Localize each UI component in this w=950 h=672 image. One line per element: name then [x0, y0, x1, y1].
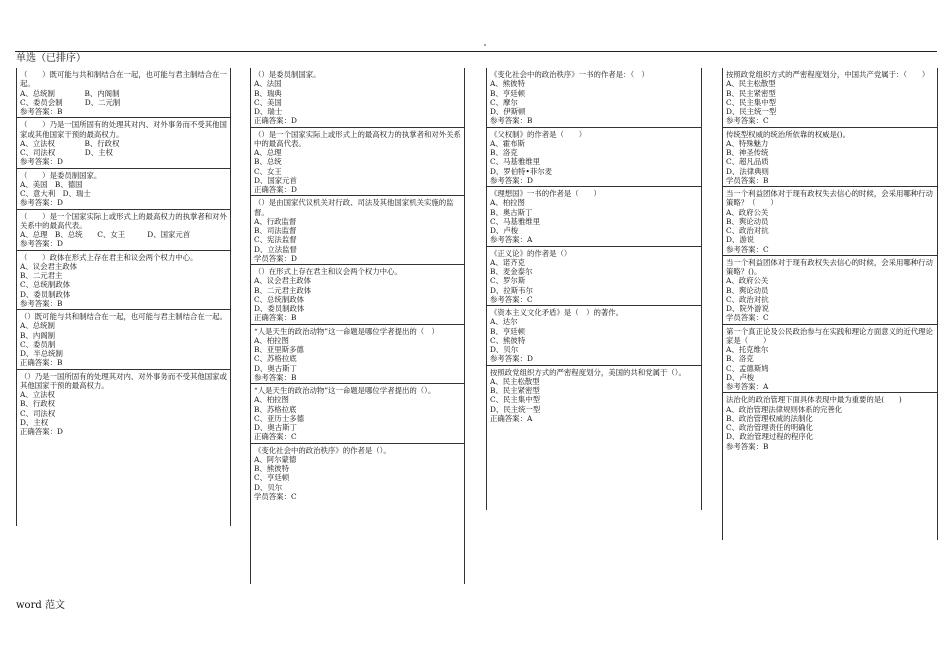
- header-rule: [15, 51, 937, 52]
- question-block: [722, 255, 938, 324]
- answer-option: B、民主紧密型: [726, 88, 776, 98]
- answer-option: B、政治管理权威的法制化: [726, 413, 813, 423]
- answer-option: A、议会君主政体: [254, 276, 312, 286]
- answer-option: C、民主集中型: [490, 395, 540, 405]
- answer-option: C、政治对抗: [726, 294, 769, 304]
- answer-option: A、议会君主政体: [20, 261, 78, 271]
- question-block: [486, 127, 702, 187]
- answer-key: 参考答案：A: [490, 235, 533, 245]
- question-block: [250, 383, 465, 443]
- answer-key: 学员答案：C: [726, 313, 769, 323]
- question-stem: 当一个利益团体对于现有政权失去信心的时候，会采用哪种行动策略？()。: [726, 257, 933, 276]
- answer-key: 正确答案：D: [20, 427, 63, 436]
- answer-key: 参考答案：D: [20, 198, 63, 208]
- column-1: [16, 68, 231, 526]
- question-stem: 《变化社会中的政治秩序》一书的作者是：（ ）: [490, 70, 649, 79]
- answer-option: D、游说: [726, 235, 755, 245]
- answer-option: A、法国: [254, 79, 282, 89]
- question-block: [722, 392, 938, 452]
- answer-option: A、托克维尔: [726, 345, 769, 354]
- question-block: [486, 68, 702, 127]
- answer-option: C、美国: [254, 97, 282, 107]
- question-block: [16, 117, 231, 167]
- question-block: [722, 186, 938, 255]
- answer-option: B、麦金泰尔: [490, 267, 533, 276]
- answer-option: A、总理: [254, 148, 282, 157]
- question-stem: （）乃是一国所固有的处理其对内、对外事务而不受其他国家或其他国家干预的最高权力。: [20, 371, 227, 390]
- question-block: [16, 309, 231, 369]
- answer-option: B、亚里斯多德: [254, 345, 304, 354]
- question-block: [16, 209, 231, 250]
- question-block: [16, 250, 231, 310]
- answer-key: 参考答案：B: [726, 441, 769, 451]
- question-stem: 第一个真正论及公民政治参与在实践和理论方面意义的近代理论家是（ ）: [726, 326, 933, 345]
- answer-option: D、院外游说: [726, 304, 769, 313]
- answer-option: A、政府公关: [726, 207, 769, 217]
- answer-option: D、瑞士: [254, 107, 283, 116]
- page-footer: word 范文: [16, 600, 65, 611]
- question-block: [16, 68, 231, 117]
- answer-option: B、民主紧密型: [490, 386, 540, 395]
- answer-option: A、阿尔蒙德: [254, 454, 297, 464]
- answer-option: C、罗尔斯: [490, 276, 526, 286]
- answer-key: 参考答案：B: [20, 107, 63, 116]
- answer-key: 参考答案：D: [20, 239, 63, 249]
- answer-key: 参考答案：B: [254, 372, 297, 382]
- question-block: [250, 127, 465, 196]
- question-block: [722, 127, 938, 187]
- answer-option: A、达尔: [490, 317, 518, 327]
- answer-option: D、委员制政体: [20, 289, 71, 299]
- question-block: [486, 305, 702, 365]
- answer-option: A、总统制: [20, 321, 55, 331]
- question-stem: 当一个利益团体对于现有政权失去信心的时候，会采用哪种行动策略？（ ）: [726, 189, 933, 208]
- answer-option: D、卢梭: [490, 226, 519, 235]
- question-stem: 《理想国》一书的作者是（ ）: [490, 189, 601, 198]
- answer-option: B、洛克: [490, 148, 518, 157]
- answer-option: A、总统制 B、内阁制: [20, 88, 120, 98]
- answer-option: C、亚历士多德: [254, 413, 304, 423]
- question-stem: （）是委员制国家。: [254, 70, 321, 79]
- answer-option: D、委员制政体: [254, 304, 305, 313]
- answer-option: D、立法监督: [254, 244, 297, 254]
- answer-key: 参考答案：C: [490, 294, 533, 304]
- answer-option: A、柏拉图: [254, 335, 289, 345]
- answer-key: 正确答案：D: [254, 185, 297, 194]
- answer-option: B、行政权: [20, 399, 55, 409]
- answer-key: 学员答案：D: [254, 253, 297, 263]
- answer-option: C、摩尔: [490, 97, 518, 107]
- answer-key: 参考答案：D: [490, 175, 533, 185]
- question-block: [722, 68, 938, 127]
- question-stem: 法治化的政治管理下面具体表现中最为重要的是( ): [726, 395, 902, 405]
- question-block: [250, 264, 465, 324]
- answer-option: C、司法权: [20, 408, 56, 418]
- question-stem: （）在形式上存在君主和议会两个权力中心。: [254, 267, 402, 276]
- answer-option: B、二元君主: [20, 271, 63, 280]
- question-stem: 按照政党组织方式的严密程度划分，美国的共和党属于（）。: [490, 367, 686, 377]
- answer-option: A、特殊魅力: [726, 138, 769, 148]
- answer-option: C、政治管理责任的明确化: [726, 423, 813, 432]
- answer-option: A、立法权 B、行政权: [20, 138, 120, 148]
- answer-option: B、舆论动员: [726, 216, 769, 226]
- answer-option: C、亨廷顿: [254, 473, 290, 483]
- answer-option: C、苏格拉底: [254, 354, 297, 364]
- answer-key: 正确答案：C: [254, 432, 297, 442]
- answer-key: 参考答案：C: [726, 116, 769, 126]
- answer-option: A、总理 B、总统 C、女王 D、国家元首: [20, 230, 191, 239]
- answer-option: D、卢梭: [726, 372, 755, 382]
- answer-option: D、奥古斯丁: [254, 423, 297, 432]
- answer-key: 正确答案：B: [20, 358, 63, 368]
- answer-option: C、马基雅维里: [490, 216, 540, 226]
- answer-option: D、罗伯特•菲尔麦: [490, 166, 553, 176]
- answer-option: B、神圣传统: [726, 148, 769, 157]
- answer-option: A、民主松散型: [726, 79, 776, 89]
- answer-option: C、女王: [254, 166, 282, 176]
- answer-option: B、奥古斯丁: [490, 207, 533, 217]
- answer-option: D、政治管理过程的程序化: [726, 432, 814, 442]
- question-block: [16, 369, 231, 438]
- question-block: [250, 195, 465, 264]
- question-block: [486, 186, 702, 246]
- answer-option: C、超凡品质: [726, 157, 769, 167]
- answer-option: A、立法权: [20, 390, 55, 399]
- answer-option: C、熊彼特: [490, 335, 526, 345]
- answer-option: D、贝尔: [490, 345, 519, 354]
- answer-key: 参考答案：B: [20, 298, 63, 308]
- question-stem: （）是由国家代议机关对行政、司法及其他国家机关实施的监督。: [254, 198, 454, 217]
- answer-option: D、民主统一型: [490, 404, 541, 414]
- question-stem: （ ）政体在形式上存在君主和议会两个权力中心。: [20, 252, 198, 262]
- answer-key: 参考答案：D: [20, 157, 63, 167]
- answer-key: 正确答案：A: [490, 413, 533, 423]
- answer-option: A、美国 B、德国: [20, 179, 83, 189]
- answer-option: B、苏格拉底: [254, 404, 297, 414]
- answer-key: 参考答案：B: [490, 116, 533, 126]
- column-4: [722, 68, 938, 540]
- question-block: [250, 443, 465, 503]
- answer-option: C、马基雅维里: [490, 157, 540, 167]
- question-stem: 《正义论》的作者是（）: [490, 248, 572, 258]
- answer-key: 参考答案：D: [490, 354, 533, 364]
- answer-option: C、宪法监督: [254, 235, 297, 245]
- question-block: [722, 324, 938, 393]
- column-2: [250, 68, 465, 584]
- answer-key: 学员答案：B: [726, 175, 769, 185]
- answer-option: B、亨廷顿: [490, 326, 525, 336]
- answer-option: B、总统: [254, 157, 282, 167]
- answer-option: B、舆论动员: [726, 285, 769, 295]
- answer-option: B、司法监督: [254, 226, 297, 235]
- question-stem: 《资本主义文化矛盾》是（ ）的著作。: [490, 308, 624, 317]
- answer-option: B、熊彼特: [254, 464, 289, 473]
- question-stem: 《父权制》的作者是（ ）: [490, 129, 587, 139]
- question-stem: （ ）乃是一国所固有的处理其对内、对外事务而不受其他国家或其他国家干预的最高权力。: [20, 120, 227, 139]
- question-stem: （ ）是一个国家实际上或形式上的最高权力的执掌者和对外关系中的最高代表。: [20, 211, 227, 230]
- answer-option: D、主权: [20, 417, 49, 427]
- question-stem: （ ）既可能与共和制结合在一起，也可能与君主制结合在一起。: [20, 70, 227, 89]
- answer-option: C、委员制: [20, 339, 56, 349]
- question-list: [722, 68, 938, 452]
- answer-option: D、伊斯顿: [490, 107, 526, 116]
- question-stem: “人是天生的政治动物”这一命题是哪位学者提出的（）。: [254, 386, 436, 395]
- question-list: [486, 68, 702, 424]
- question-stem: 传统型权威的统治所依靠的权威是()。: [726, 129, 851, 139]
- question-block: [250, 68, 465, 127]
- answer-option: C、民主集中型: [726, 97, 776, 107]
- answer-option: B、内阁制: [20, 330, 55, 340]
- answer-option: A、政治管理法律规则体系的完善化: [726, 404, 843, 414]
- answer-option: A、诺齐克: [490, 257, 525, 267]
- answer-option: D、国家元首: [254, 175, 297, 185]
- question-block: [16, 168, 231, 209]
- answer-option: D、奥古斯丁: [254, 363, 297, 373]
- answer-option: A、霍布斯: [490, 138, 525, 148]
- question-block: [486, 246, 702, 306]
- answer-option: D、半总统制: [20, 349, 63, 358]
- answer-option: B、亨廷顿: [490, 88, 525, 98]
- question-stem: （）既可能与共和制结合在一起，也可能与君主制结合在一起。: [20, 312, 227, 321]
- answer-option: D、拉斯韦尔: [490, 285, 533, 295]
- answer-option: C、孟德斯鸠: [726, 363, 769, 373]
- answer-option: D、贝尔: [254, 482, 283, 492]
- answer-key: 参考答案：C: [726, 244, 769, 254]
- answer-key: 正确答案：D: [254, 116, 297, 126]
- answer-option: A、柏拉图: [254, 395, 289, 405]
- answer-option: A、政府公关: [726, 276, 769, 286]
- answer-option: C、政治对抗: [726, 226, 769, 235]
- answer-option: B、二元君主政体: [254, 285, 312, 295]
- column-3: [486, 68, 702, 510]
- answer-option: C、总统制政体: [20, 280, 70, 290]
- answer-key: 参考答案：A: [726, 382, 769, 391]
- answer-option: B、瑞典: [254, 88, 282, 98]
- page-marker-dot: [484, 44, 486, 46]
- question-block: [250, 324, 465, 384]
- question-stem: 按照政党组织方式的严密程度划分，中国共产党属于：（ ）: [726, 70, 930, 79]
- answer-option: A、柏拉图: [490, 198, 525, 208]
- answer-option: C、意大利 D、瑞士: [20, 189, 91, 198]
- answer-option: B、洛克: [726, 354, 754, 364]
- answer-option: D、法律典则: [726, 166, 769, 176]
- question-list: [16, 68, 231, 437]
- question-stem: 《变化社会中的政治秩序》的作者是（）。: [254, 445, 391, 455]
- question-block: [486, 365, 702, 425]
- answer-option: D、民主统一型: [726, 107, 777, 116]
- question-stem: （）是一个国家实际上或形式上的最高权力的执掌者和对外关系中的最高代表。: [254, 129, 461, 148]
- question-stem: （ ）是委员制国家。: [20, 170, 102, 180]
- answer-key: 正确答案：B: [254, 313, 297, 323]
- answer-option: C、总统制政体: [254, 294, 304, 304]
- answer-option: A、行政监督: [254, 216, 297, 226]
- answer-option: C、委员会制 D、二元制: [20, 97, 121, 107]
- answer-option: C、司法权 D、主权: [20, 148, 113, 157]
- question-list: [250, 68, 465, 502]
- answer-option: A、民主松散型: [490, 376, 540, 386]
- answer-option: A、熊彼特: [490, 79, 525, 89]
- question-stem: “人是天生的政治动物”这一命题是哪位学者提出的（ ）: [254, 326, 439, 336]
- page-heading: 单选（已排序）: [16, 53, 86, 64]
- answer-key: 学员答案：C: [254, 491, 297, 501]
